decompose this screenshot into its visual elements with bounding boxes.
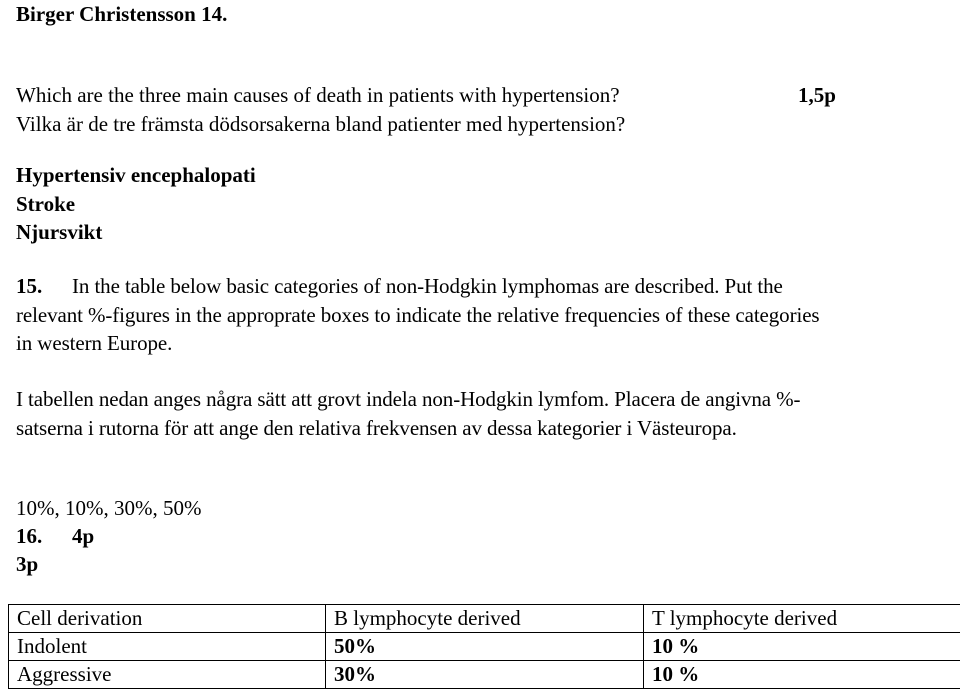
question-14-english: Which are the three main causes of death in patients with hypertension? [16, 83, 620, 107]
question-14-swedish: Vilka är de tre främsta dödsorsakerna bland patienter med hypertension? [16, 112, 626, 136]
points-label: 3p [16, 552, 39, 576]
answer-14-item: Hypertensiv encephalopati [16, 163, 256, 187]
table-row [9, 661, 960, 689]
table-header-cell: T lymphocyte derived [644, 605, 960, 633]
question-15-english-line: In the table below basic categories of non-Hodgkin lymphomas are described. Put the [72, 274, 783, 298]
page-header: Birger Christensson 14. [16, 2, 228, 26]
question-14-points: 1,5p [798, 83, 836, 107]
table-cell-b-lymphocyte: 50% [326, 633, 644, 661]
question-15-english-line: relevant %-figures in the approprate boxes to indicate the relative frequencies of these categories [16, 303, 820, 327]
table-cell-b-lymphocyte: 30% [326, 661, 644, 689]
lymphoma-frequency-table [8, 604, 960, 689]
table-cell-t-lymphocyte: 10 % [644, 661, 960, 689]
answer-14-item: Njursvikt [16, 220, 103, 244]
answer-15: 10%, 10%, 30%, 50% [16, 496, 202, 520]
question-15-swedish-line: I tabellen nedan anges några sätt att grovt indela non-Hodgkin lymfom. Placera de angivna %- [16, 387, 801, 411]
question-15-number: 15. [16, 274, 43, 298]
answer-14-item: Stroke [16, 192, 76, 216]
table-header-row [9, 605, 960, 633]
table-cell-t-lymphocyte: 10 % [644, 633, 960, 661]
table-header-cell: Cell derivation [9, 605, 326, 633]
table-row [9, 633, 960, 661]
question-16-points: 4p [72, 524, 95, 548]
table-row-label: Indolent [9, 633, 326, 661]
table-row-label: Aggressive [9, 661, 326, 689]
question-15-english-line: in western Europe. [16, 331, 173, 355]
table-header-cell: B lymphocyte derived [326, 605, 644, 633]
question-15-swedish-line: satserna i rutorna för att ange den relativa frekvensen av dessa kategorier i Västeuropa. [16, 416, 737, 440]
question-16-number: 16. [16, 524, 43, 548]
